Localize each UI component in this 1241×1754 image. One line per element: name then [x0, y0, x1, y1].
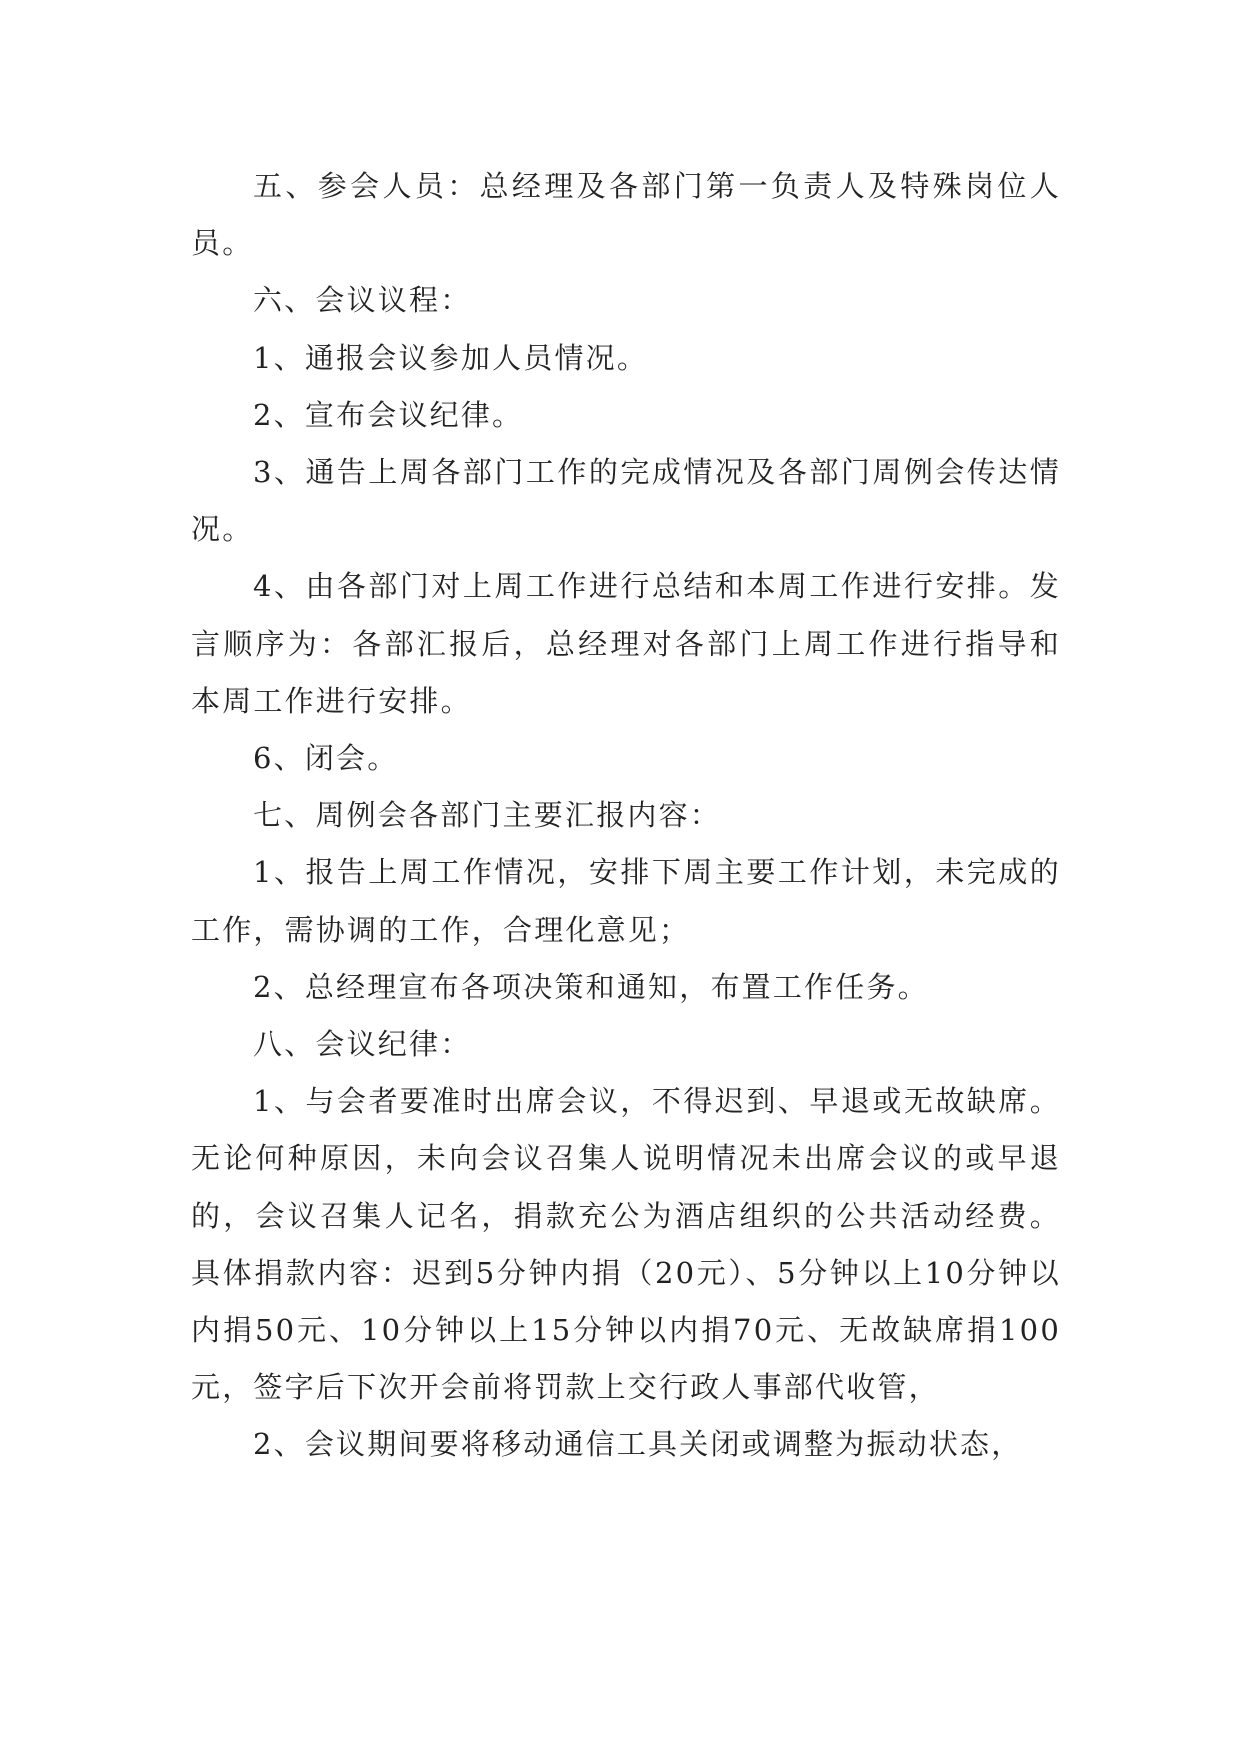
agenda-item-2: 2、宣布会议纪律。	[253, 397, 524, 432]
agenda-item-6: 6、闭会。	[253, 741, 399, 776]
agenda-item-4: 4、由各部门对上周工作进行总结和本周工作进行安排。发言顺序为：各部汇报后，总经理对各部门上周工作进行指导和本周工作进行安排。	[191, 569, 1061, 718]
section-eight-heading: 八、会议纪律：	[253, 1027, 472, 1062]
report-item-2: 2、总经理宣布各项决策和通知，布置工作任务。	[253, 969, 929, 1004]
discipline-item-2: 2、会议期间要将移动通信工具关闭或调整为振动状态，	[253, 1427, 1023, 1462]
discipline-item-1: 1、与会者要准时出席会议，不得迟到、早退或无故缺席。无论何种原因，未向会议召集人说明情况未出席会议的或早退的，会议召集人记名，捐款充公为酒店组织的公共活动经费。具体捐款内容：迟到5分钟内捐（20元）、5分钟以上10分钟以内捐50元、10分钟以上15分钟以内捐70元、无故缺席捐100元，签字后下次开会前将罚款上交行政人事部代收管，	[191, 1084, 1061, 1405]
agenda-item-1: 1、通报会议参加人员情况。	[253, 340, 649, 375]
section-seven-heading: 七、周例会各部门主要汇报内容：	[253, 798, 722, 833]
document-body	[191, 158, 1061, 1474]
section-five-attendees: 五、参会人员：总经理及各部门第一负责人及特殊岗位人员。	[191, 169, 1061, 261]
report-item-1: 1、报告上周工作情况，安排下周主要工作计划，未完成的工作，需协调的工作，合理化意见；	[191, 855, 1061, 947]
section-six-heading: 六、会议议程：	[253, 283, 472, 318]
agenda-item-3: 3、通告上周各部门工作的完成情况及各部门周例会传达情况。	[191, 455, 1061, 547]
